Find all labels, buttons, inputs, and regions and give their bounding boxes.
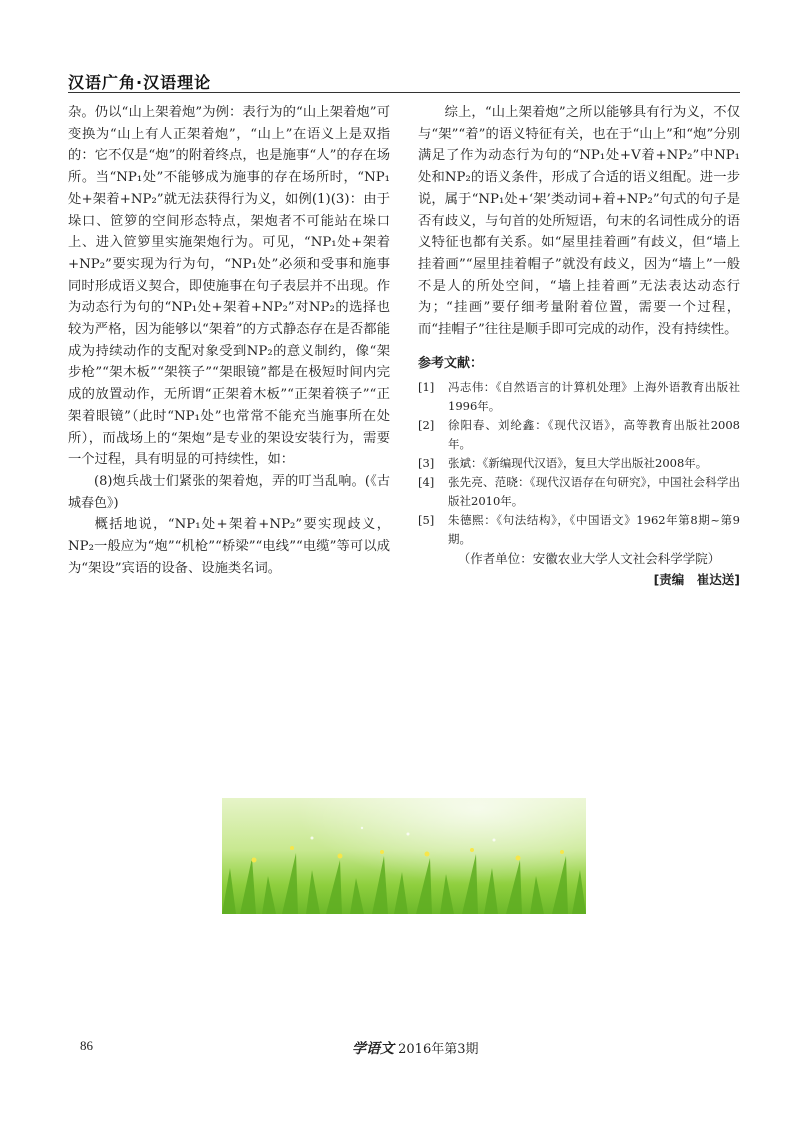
reference-item <box>418 473 740 511</box>
left-column <box>68 102 390 579</box>
grass-illustration <box>222 798 586 914</box>
reference-number: [1] <box>418 380 435 395</box>
reference-text: 张先亮、范晓：《现代汉语存在句研究》，中国社会科学出版社2010年。 <box>448 475 740 509</box>
reference-number: [4] <box>418 475 435 490</box>
reference-text: 徐阳春、刘纶鑫：《现代汉语》，高等教育出版社2008年。 <box>448 418 740 452</box>
reference-item <box>418 511 740 549</box>
left-paragraph-2: 概括地说，“NP₁处+架着+NP₂”要实现歧义，NP₂一般应为“炮”“机枪”“桥梁”“电线”“电缆”等可以成为“架设”宾语的设备、设施类名词。 <box>68 517 390 576</box>
reference-text: 朱德熙：《句法结构》，《中国语文》1962年第8期~第9期。 <box>448 513 740 547</box>
left-paragraph-1: 杂。仍以“山上架着炮”为例：表行为的“山上架着炮”可变换为“山上有人正架着炮”，“山上”在语义上是双指的：它不仅是“炮”的附着终点，也是施事“人”的存在场所。当“NP₁处”不能够成为施事的存在场所时，“NP₁处+架着+NP₂”就无法获得行为义，如例(1)(3)：由于垛口、笸箩的空间形态特点，架炮者不可能站在垛口上、进入笸箩里实施架炮行为。可见，“NP₁处+架着+NP₂”要实现为行为句，“NP₁处”必须和受事和施事同时形成语义契合，即使施事在句子表层并不出现。作为动态行为句的“NP₁处+架着+NP₂”对NP₂的选择也较为严格，因为能够以“架着”的方式静态存在是否都能成为持续动作的支配对象受到NP₂的意义制约，像“架步枪”“架木板”“架筷子”“架眼镜”都是在极短时间内完成的放置动作，无所谓“正架着木板”“正架着筷子”“正架着眼镜”（此时“NP₁处”也常常不能充当施事所在处所），而战场上的“架炮”是专业的架设安装行为，需要一个过程，具有明显的可持续性，如： <box>68 105 390 468</box>
reference-number: [3] <box>418 456 435 471</box>
example-sentence: (8)炮兵战士们紧张的架着炮，弄的叮当乱响。(《古城春色》) <box>68 473 390 511</box>
right-column <box>418 102 740 591</box>
reference-item <box>418 416 740 454</box>
editor-credit: [责编 崔达送] <box>653 572 740 588</box>
reference-item <box>418 378 740 416</box>
references-heading: 参考文献： <box>418 355 484 371</box>
right-paragraph-1: 综上，“山上架着炮”之所以能够具有行为义，不仅与“架”“着”的语义特征有关，也在于“山上”和“炮”分别满足了作为动态行为句的“NP₁处+V着+NP₂”中NP₁处和NP₂的语义条件，形成了合适的语义组配。进一步说，属于“NP₁处+‘架’类动词+着+NP₂”句式的句子是否有歧义，与句首的处所短语，句末的名词性成分的语义特征也都有关系。如“屋里挂着画”有歧义，但“墙上挂着画”“屋里挂着帽子”就没有歧义，因为“墙上”一般不是人的所处空间，“墙上挂着画”无法表达动态行为；“挂画”要仔细考量附着位置，需要一个过程，而“挂帽子”往往是顺手即可完成的动作，没有持续性。 <box>418 105 740 338</box>
reference-number: [5] <box>418 513 435 528</box>
journal-issue: 2016年第3期 <box>398 1042 479 1057</box>
author-affiliation: （作者单位：安徽农业大学人文社会科学学院） <box>457 551 721 567</box>
running-header: 汉语广角·汉语理论 <box>68 73 212 92</box>
reference-text: 冯志伟：《自然语言的计算机处理》上海外语教育出版社1996年。 <box>448 380 740 414</box>
page-number: 86 <box>80 1038 93 1053</box>
header-rule <box>68 92 740 93</box>
decorative-grass-banner <box>222 798 586 914</box>
journal-name: 学语文 <box>352 1041 394 1057</box>
reference-text: 张斌：《新编现代汉语》，复旦大学出版社2008年。 <box>448 456 708 471</box>
reference-number: [2] <box>418 418 435 433</box>
references-list <box>418 378 740 549</box>
journal-footer <box>352 1038 479 1058</box>
reference-item <box>418 454 740 473</box>
